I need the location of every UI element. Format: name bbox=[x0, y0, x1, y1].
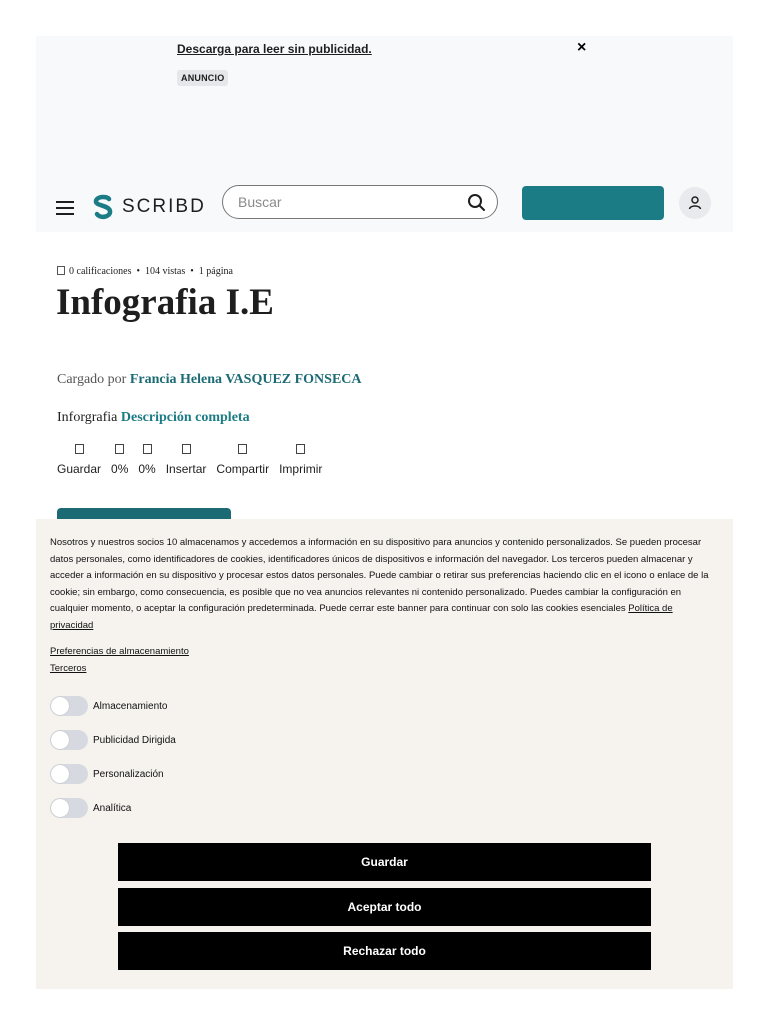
document-title: Infografia I.E bbox=[56, 282, 274, 323]
print-icon bbox=[296, 444, 305, 454]
scribd-logo[interactable] bbox=[92, 192, 206, 222]
uploaded-by bbox=[57, 372, 362, 388]
third-parties-link[interactable]: Terceros bbox=[50, 663, 87, 674]
analytics-toggle[interactable] bbox=[50, 798, 88, 818]
print-action[interactable] bbox=[279, 444, 322, 476]
ratings-count: 0 calificaciones bbox=[69, 266, 132, 277]
search-box[interactable] bbox=[222, 185, 498, 219]
embed-action[interactable] bbox=[166, 444, 207, 476]
close-icon[interactable]: × bbox=[577, 39, 587, 56]
search-input[interactable] bbox=[236, 193, 450, 211]
primary-cta-button[interactable] bbox=[522, 186, 664, 220]
save-icon bbox=[75, 444, 84, 454]
dislike-action[interactable] bbox=[138, 444, 155, 476]
personalization-toggle[interactable] bbox=[50, 764, 88, 784]
cookie-body bbox=[50, 535, 716, 635]
save-action[interactable] bbox=[57, 444, 101, 476]
reject-all-button[interactable]: Rechazar todo bbox=[118, 932, 651, 970]
ad-badge: ANUNCIO bbox=[177, 70, 228, 86]
action-label: 0% bbox=[138, 462, 156, 476]
toggle-row-targeted-ads bbox=[50, 730, 176, 750]
embed-icon bbox=[182, 444, 191, 454]
cookie-body-text: Nosotros y nuestros socios 10 almacenamos y accedemos a información en su dispositivo para anuncios y contenido personalizados. Se pueden procesar datos personales, como identificadores de cookies, identificadores únicos de dispositivos e información del navegador. Los terceros pueden almacenar y acceder a información en su dispositivo y procesar estos datos personales. Puede cambiar o retirar sus preferencias haciendo clic en el icono o enlace de la cookie; sin embargo, como consecuencia, es posible que no vea anuncios relevantes ni contenido personalizado. Puedes cambiar la configuración en cualquier momento, o aceptar la configuración predeterminada. Puede cerrar este banner para continuar con solo las cookies esenciales bbox=[50, 537, 709, 615]
toggle-label: Publicidad Dirigida bbox=[93, 734, 176, 746]
page-count: 1 página bbox=[198, 266, 233, 277]
save-button[interactable]: Guardar bbox=[118, 843, 651, 881]
cookie-consent-banner bbox=[36, 519, 733, 989]
toggle-label: Personalización bbox=[93, 768, 164, 780]
action-label: Compartir bbox=[216, 462, 270, 476]
action-label: Imprimir bbox=[279, 462, 323, 476]
full-description-link[interactable]: Descripción completa bbox=[120, 410, 250, 425]
user-account-button[interactable] bbox=[679, 187, 711, 219]
action-label: Insertar bbox=[165, 462, 207, 476]
document-actions bbox=[57, 444, 332, 476]
toggle-label: Analítica bbox=[93, 802, 132, 814]
share-action[interactable] bbox=[216, 444, 269, 476]
document-stats: 0 calificaciones • 104 vistas • 1 página bbox=[57, 266, 233, 277]
user-icon bbox=[687, 195, 703, 211]
privacy-policy-link[interactable]: Política de privacidad bbox=[50, 603, 673, 631]
toggle-label: Almacenamiento bbox=[93, 700, 168, 712]
ad-download-link[interactable]: Descarga para leer sin publicidad. bbox=[177, 42, 372, 56]
uploaded-prefix: Cargado por bbox=[57, 372, 127, 387]
menu-icon[interactable] bbox=[56, 201, 74, 215]
toggle-row-personalization bbox=[50, 764, 164, 784]
share-icon bbox=[238, 444, 247, 454]
like-action[interactable] bbox=[111, 444, 128, 476]
author-link[interactable]: Francia Helena VASQUEZ FONSECA bbox=[129, 372, 362, 387]
search-icon[interactable] bbox=[467, 193, 487, 213]
toggle-row-analytics bbox=[50, 798, 131, 818]
description-text: Inforgrafia bbox=[57, 410, 118, 425]
action-label: Guardar bbox=[57, 462, 102, 476]
targeted-ads-toggle[interactable] bbox=[50, 730, 88, 750]
page-frame bbox=[36, 36, 733, 989]
toggle-row-storage bbox=[50, 696, 167, 716]
action-label: 0% bbox=[111, 462, 129, 476]
scribd-logo-icon bbox=[92, 194, 114, 220]
site-header bbox=[36, 186, 733, 232]
document-description bbox=[57, 410, 250, 426]
accept-all-button[interactable]: Aceptar todo bbox=[118, 888, 651, 926]
storage-preferences-link[interactable]: Preferencias de almacenamiento bbox=[50, 646, 189, 657]
star-icon bbox=[57, 266, 65, 275]
thumbs-down-icon bbox=[143, 444, 152, 454]
views-count: 104 vistas bbox=[144, 266, 186, 277]
thumbs-up-icon bbox=[115, 444, 124, 454]
logo-text: SCRIBD bbox=[122, 196, 206, 217]
storage-toggle[interactable] bbox=[50, 696, 88, 716]
